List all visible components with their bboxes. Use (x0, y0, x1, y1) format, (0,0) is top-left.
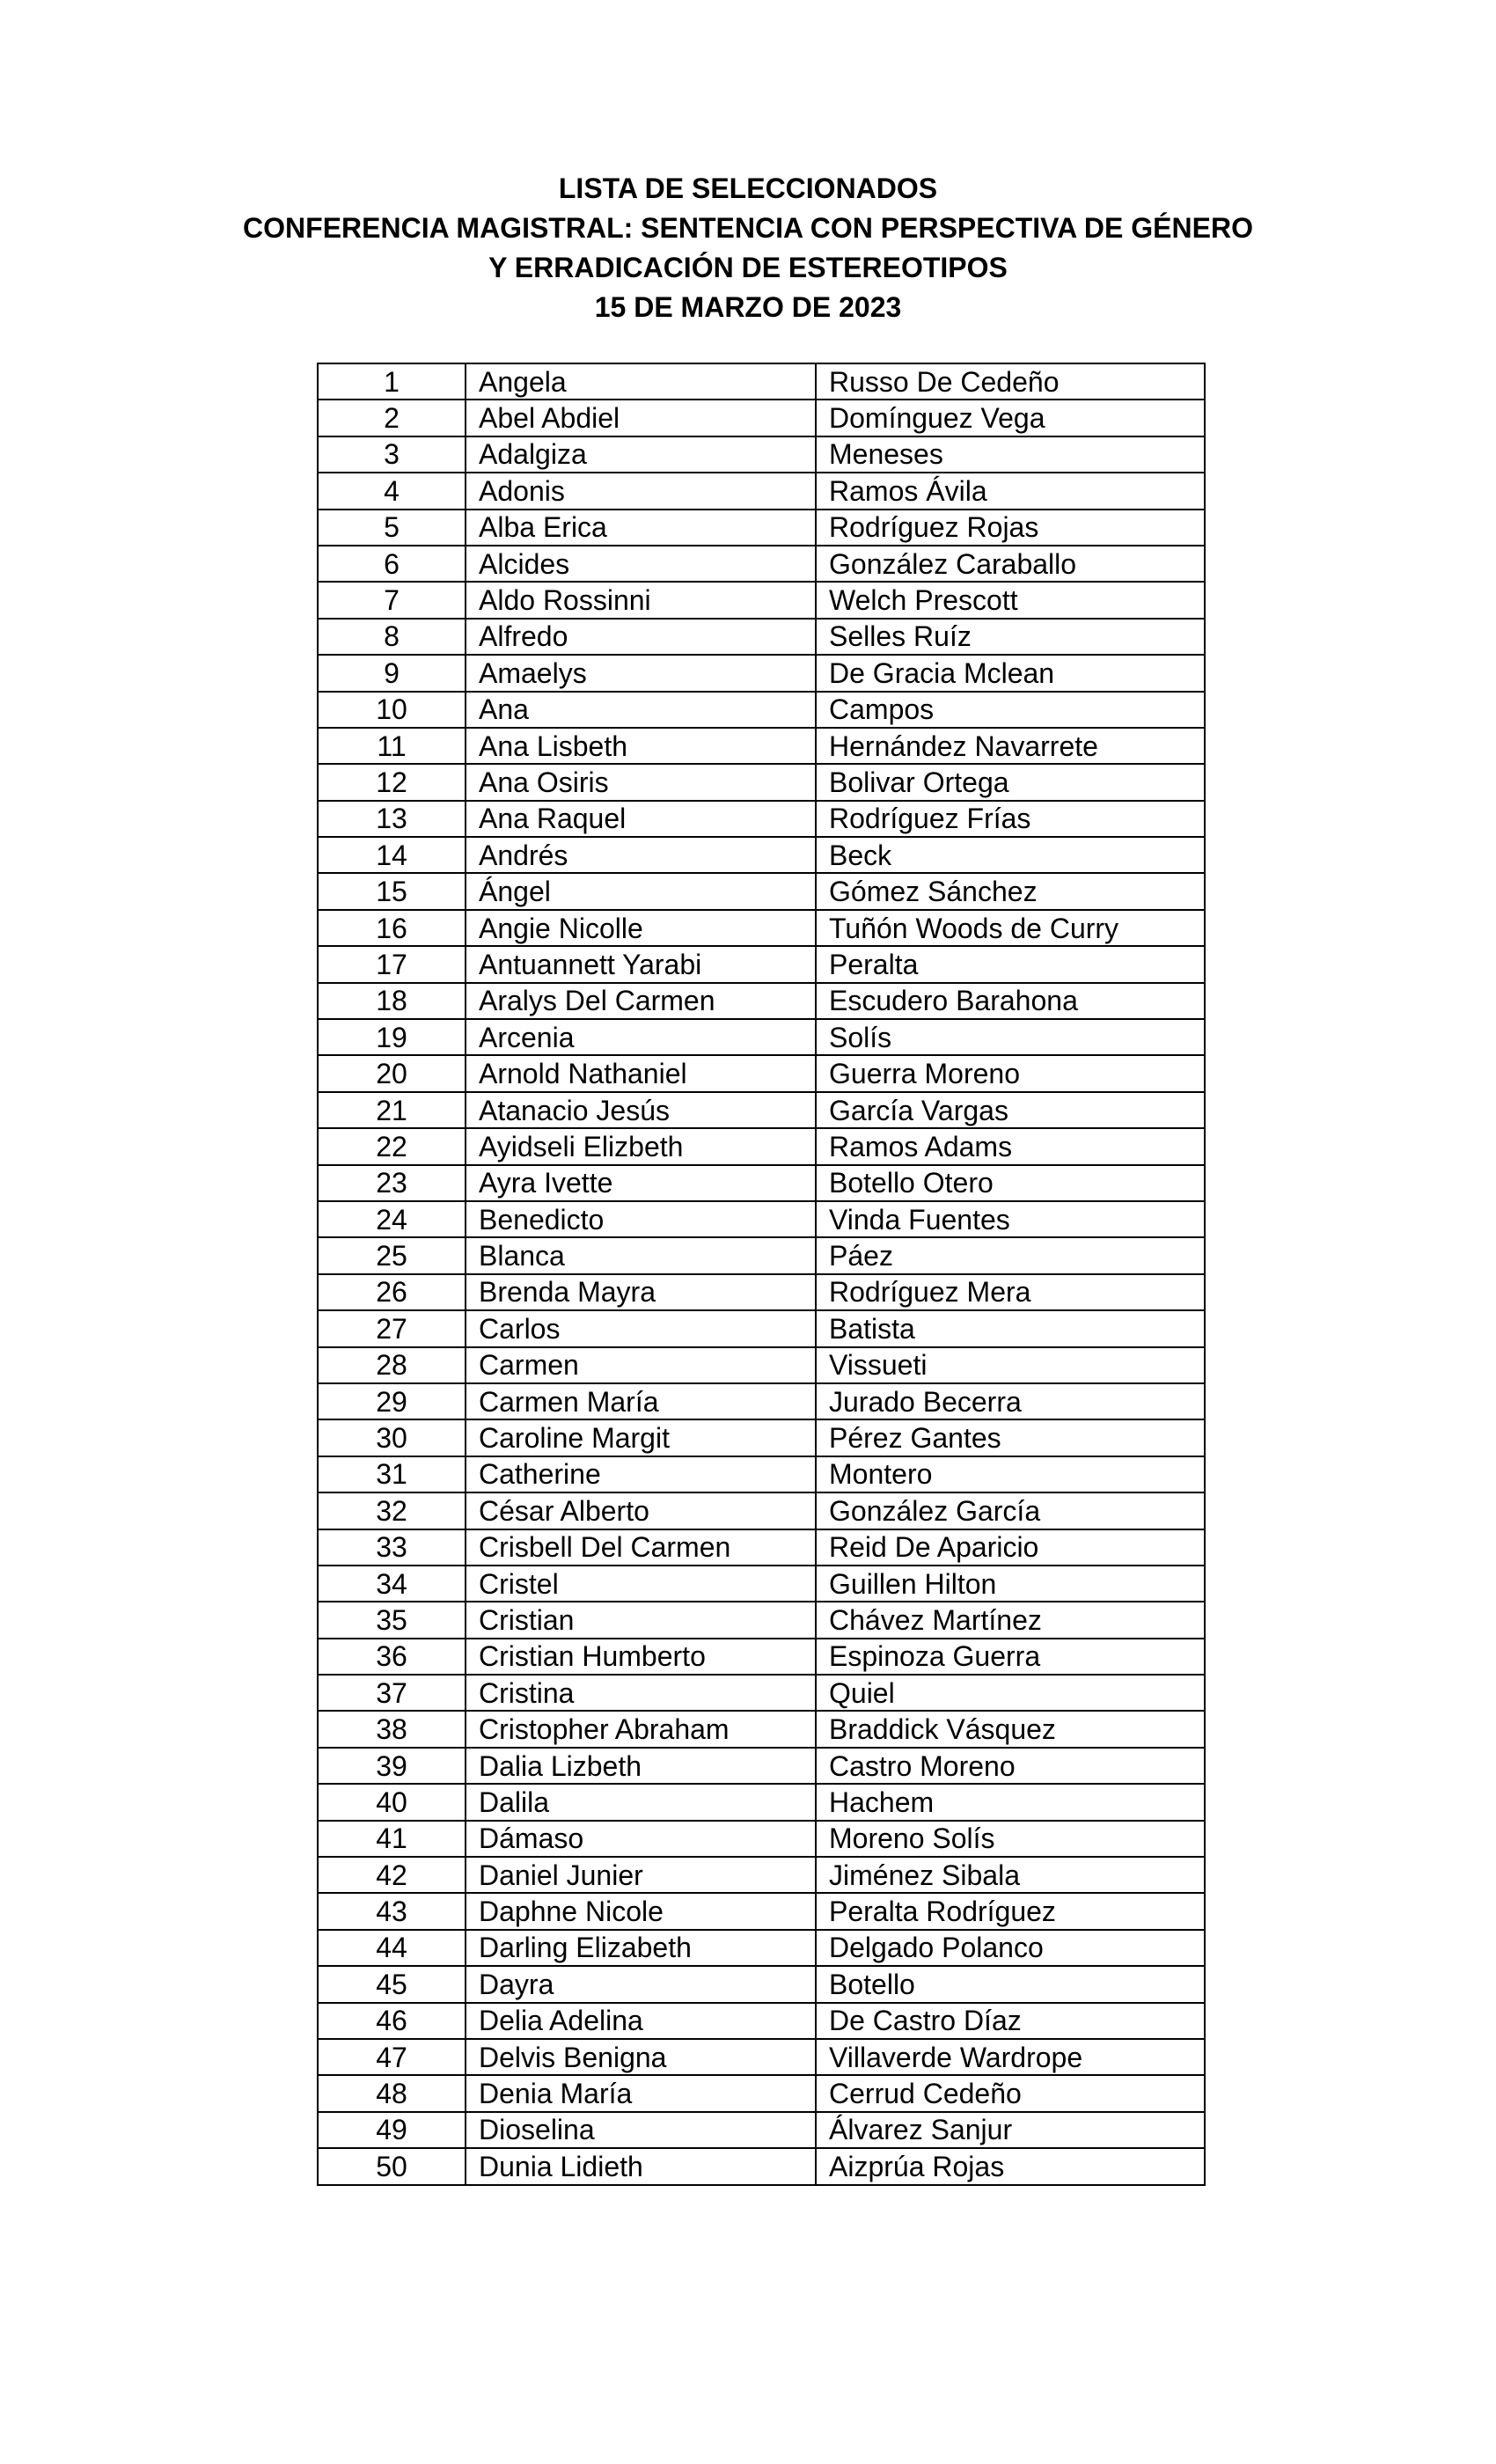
last-name: Russo De Cedeño (816, 363, 1205, 400)
row-number: 43 (318, 1893, 466, 1929)
table-row (318, 764, 1205, 800)
heading-conference: CONFERENCIA MAGISTRAL: SENTENCIA CON PERSPECTIVA DE GÉNERO (243, 212, 1253, 244)
table-row (318, 1821, 1205, 1857)
first-name: Amaelys (466, 655, 816, 691)
first-name: Alcides (466, 546, 816, 582)
row-number: 21 (318, 1092, 466, 1128)
last-name: Quiel (816, 1675, 1205, 1711)
last-name: Ramos Adams (816, 1128, 1205, 1164)
first-name: Caroline Margit (466, 1419, 816, 1456)
row-number: 49 (318, 2112, 466, 2148)
table-row (318, 1019, 1205, 1055)
first-name: César Alberto (466, 1492, 816, 1529)
table-row (318, 2039, 1205, 2075)
first-name: Alba Erica (466, 510, 816, 546)
first-name: Ana Osiris (466, 764, 816, 800)
row-number: 24 (318, 1201, 466, 1237)
first-name: Delia Adelina (466, 2003, 816, 2039)
table-row (318, 400, 1205, 436)
row-number: 50 (318, 2148, 466, 2184)
last-name: Vissueti (816, 1347, 1205, 1383)
first-name: Ayra Ivette (466, 1165, 816, 1201)
row-number: 23 (318, 1165, 466, 1201)
first-name: Ana (466, 692, 816, 728)
row-number: 6 (318, 546, 466, 582)
last-name: Braddick Vásquez (816, 1711, 1205, 1747)
last-name: Jurado Becerra (816, 1383, 1205, 1419)
first-name: Benedicto (466, 1201, 816, 1237)
first-name: Adonis (466, 473, 816, 509)
first-name: Arcenia (466, 1019, 816, 1055)
last-name: Batista (816, 1310, 1205, 1346)
first-name: Catherine (466, 1456, 816, 1492)
row-number: 20 (318, 1055, 466, 1091)
first-name: Dayra (466, 1966, 816, 2002)
last-name: González García (816, 1492, 1205, 1529)
first-name: Carmen (466, 1347, 816, 1383)
last-name: González Caraballo (816, 546, 1205, 582)
table-row (318, 1529, 1205, 1566)
table-row (318, 1966, 1205, 2002)
first-name: Ángel (466, 873, 816, 909)
row-number: 29 (318, 1383, 466, 1419)
row-number: 19 (318, 1019, 466, 1055)
table-row (318, 1602, 1205, 1638)
first-name: Aralys Del Carmen (466, 983, 816, 1019)
row-number: 41 (318, 1821, 466, 1857)
table-row (318, 655, 1205, 691)
last-name: Castro Moreno (816, 1748, 1205, 1784)
table-row (318, 1566, 1205, 1602)
last-name: Selles Ruíz (816, 619, 1205, 655)
row-number: 47 (318, 2039, 466, 2075)
table-row (318, 2075, 1205, 2111)
row-number: 31 (318, 1456, 466, 1492)
row-number: 35 (318, 1602, 466, 1638)
row-number: 22 (318, 1128, 466, 1164)
row-number: 42 (318, 1857, 466, 1893)
first-name: Cristel (466, 1566, 816, 1602)
last-name: De Gracia Mclean (816, 655, 1205, 691)
table-row (318, 2148, 1205, 2184)
first-name: Ayidseli Elizbeth (466, 1128, 816, 1164)
last-name: Guillen Hilton (816, 1566, 1205, 1602)
first-name: Antuannett Yarabi (466, 946, 816, 982)
table-row (318, 1092, 1205, 1128)
last-name: Cerrud Cedeño (816, 2075, 1205, 2111)
row-number: 4 (318, 473, 466, 509)
table-row (318, 2003, 1205, 2039)
row-number: 15 (318, 873, 466, 909)
last-name: Peralta (816, 946, 1205, 982)
first-name: Carlos (466, 1310, 816, 1346)
first-name: Andrés (466, 837, 816, 873)
first-name: Daphne Nicole (466, 1893, 816, 1929)
table-row (318, 837, 1205, 873)
table-row (318, 1893, 1205, 1929)
last-name: Chávez Martínez (816, 1602, 1205, 1638)
row-number: 39 (318, 1748, 466, 1784)
last-name: Escudero Barahona (816, 983, 1205, 1019)
row-number: 34 (318, 1566, 466, 1602)
selected-participants-table (317, 363, 1206, 2186)
table-row (318, 1274, 1205, 1310)
row-number: 8 (318, 619, 466, 655)
last-name: De Castro Díaz (816, 2003, 1205, 2039)
table-row (318, 582, 1205, 618)
first-name: Daniel Junier (466, 1857, 816, 1893)
last-name: Jiménez Sibala (816, 1857, 1205, 1893)
row-number: 5 (318, 510, 466, 546)
table-row (318, 510, 1205, 546)
last-name: Rodríguez Frías (816, 801, 1205, 837)
row-number: 27 (318, 1310, 466, 1346)
first-name: Delvis Benigna (466, 2039, 816, 2075)
last-name: Tuñón Woods de Curry (816, 910, 1205, 946)
table-row (318, 436, 1205, 473)
row-number: 12 (318, 764, 466, 800)
row-number: 38 (318, 1711, 466, 1747)
first-name: Cristopher Abraham (466, 1711, 816, 1747)
row-number: 14 (318, 837, 466, 873)
row-number: 13 (318, 801, 466, 837)
table-row (318, 363, 1205, 400)
row-number: 30 (318, 1419, 466, 1456)
first-name: Adalgiza (466, 436, 816, 473)
heading-date: 15 DE MARZO DE 2023 (594, 291, 902, 323)
last-name: Aizprúa Rojas (816, 2148, 1205, 2184)
first-name: Dioselina (466, 2112, 816, 2148)
first-name: Ana Lisbeth (466, 728, 816, 764)
table-row (318, 910, 1205, 946)
row-number: 45 (318, 1966, 466, 2002)
row-number: 3 (318, 436, 466, 473)
first-name: Crisbell Del Carmen (466, 1529, 816, 1566)
heading-title: LISTA DE SELECCIONADOS (558, 172, 938, 204)
table-row (318, 1055, 1205, 1091)
first-name: Dalila (466, 1784, 816, 1820)
last-name: Botello Otero (816, 1165, 1205, 1201)
table-row (318, 1165, 1205, 1201)
last-name: Reid De Aparicio (816, 1529, 1205, 1566)
first-name: Dunia Lidieth (466, 2148, 816, 2184)
last-name: Villaverde Wardrope (816, 2039, 1205, 2075)
table-row (318, 1675, 1205, 1711)
table-row (318, 1930, 1205, 1966)
first-name: Aldo Rossinni (466, 582, 816, 618)
table-row (318, 1347, 1205, 1383)
table-row (318, 546, 1205, 582)
table-row (318, 1128, 1205, 1164)
last-name: Pérez Gantes (816, 1419, 1205, 1456)
row-number: 32 (318, 1492, 466, 1529)
table-row (318, 1711, 1205, 1747)
table-row (318, 619, 1205, 655)
last-name: Domínguez Vega (816, 400, 1205, 436)
table-row (318, 2112, 1205, 2148)
row-number: 40 (318, 1784, 466, 1820)
last-name: Delgado Polanco (816, 1930, 1205, 1966)
row-number: 37 (318, 1675, 466, 1711)
first-name: Blanca (466, 1237, 816, 1273)
last-name: Gómez Sánchez (816, 873, 1205, 909)
table-row (318, 1419, 1205, 1456)
table-row (318, 1492, 1205, 1529)
table-row (318, 1639, 1205, 1675)
last-name: Bolivar Ortega (816, 764, 1205, 800)
table-row (318, 1456, 1205, 1492)
table-row (318, 983, 1205, 1019)
last-name: Solís (816, 1019, 1205, 1055)
first-name: Abel Abdiel (466, 400, 816, 436)
table-row (318, 473, 1205, 509)
row-number: 9 (318, 655, 466, 691)
table-row (318, 801, 1205, 837)
table-row (318, 692, 1205, 728)
row-number: 10 (318, 692, 466, 728)
last-name: Meneses (816, 436, 1205, 473)
row-number: 48 (318, 2075, 466, 2111)
row-number: 44 (318, 1930, 466, 1966)
first-name: Ana Raquel (466, 801, 816, 837)
document-heading (0, 169, 1496, 327)
last-name: Páez (816, 1237, 1205, 1273)
table-row (318, 728, 1205, 764)
last-name: Botello (816, 1966, 1205, 2002)
table-row (318, 873, 1205, 909)
last-name: Guerra Moreno (816, 1055, 1205, 1091)
table-row (318, 1857, 1205, 1893)
heading-conference-continued: Y ERRADICACIÓN DE ESTEREOTIPOS (488, 252, 1008, 283)
first-name: Denia María (466, 2075, 816, 2111)
last-name: Vinda Fuentes (816, 1201, 1205, 1237)
last-name: Ramos Ávila (816, 473, 1205, 509)
first-name: Angie Nicolle (466, 910, 816, 946)
last-name: Montero (816, 1456, 1205, 1492)
first-name: Cristian Humberto (466, 1639, 816, 1675)
first-name: Cristina (466, 1675, 816, 1711)
row-number: 17 (318, 946, 466, 982)
row-number: 25 (318, 1237, 466, 1273)
first-name: Darling Elizabeth (466, 1930, 816, 1966)
last-name: Hachem (816, 1784, 1205, 1820)
row-number: 28 (318, 1347, 466, 1383)
table-row (318, 1201, 1205, 1237)
row-number: 33 (318, 1529, 466, 1566)
last-name: Álvarez Sanjur (816, 2112, 1205, 2148)
row-number: 16 (318, 910, 466, 946)
first-name: Alfredo (466, 619, 816, 655)
table-row (318, 1748, 1205, 1784)
last-name: Welch Prescott (816, 582, 1205, 618)
last-name: Campos (816, 692, 1205, 728)
row-number: 46 (318, 2003, 466, 2039)
last-name: Rodríguez Rojas (816, 510, 1205, 546)
first-name: Dámaso (466, 1821, 816, 1857)
table-row (318, 946, 1205, 982)
first-name: Arnold Nathaniel (466, 1055, 816, 1091)
first-name: Cristian (466, 1602, 816, 1638)
participants-table-body (318, 363, 1205, 2185)
last-name: Moreno Solís (816, 1821, 1205, 1857)
row-number: 18 (318, 983, 466, 1019)
first-name: Dalia Lizbeth (466, 1748, 816, 1784)
row-number: 7 (318, 582, 466, 618)
row-number: 2 (318, 400, 466, 436)
last-name: García Vargas (816, 1092, 1205, 1128)
row-number: 36 (318, 1639, 466, 1675)
last-name: Rodríguez Mera (816, 1274, 1205, 1310)
table-row (318, 1383, 1205, 1419)
last-name: Peralta Rodríguez (816, 1893, 1205, 1929)
row-number: 26 (318, 1274, 466, 1310)
table-row (318, 1784, 1205, 1820)
row-number: 1 (318, 363, 466, 400)
table-row (318, 1237, 1205, 1273)
last-name: Beck (816, 837, 1205, 873)
last-name: Espinoza Guerra (816, 1639, 1205, 1675)
row-number: 11 (318, 728, 466, 764)
last-name: Hernández Navarrete (816, 728, 1205, 764)
first-name: Carmen María (466, 1383, 816, 1419)
first-name: Angela (466, 363, 816, 400)
first-name: Atanacio Jesús (466, 1092, 816, 1128)
table-row (318, 1310, 1205, 1346)
first-name: Brenda Mayra (466, 1274, 816, 1310)
